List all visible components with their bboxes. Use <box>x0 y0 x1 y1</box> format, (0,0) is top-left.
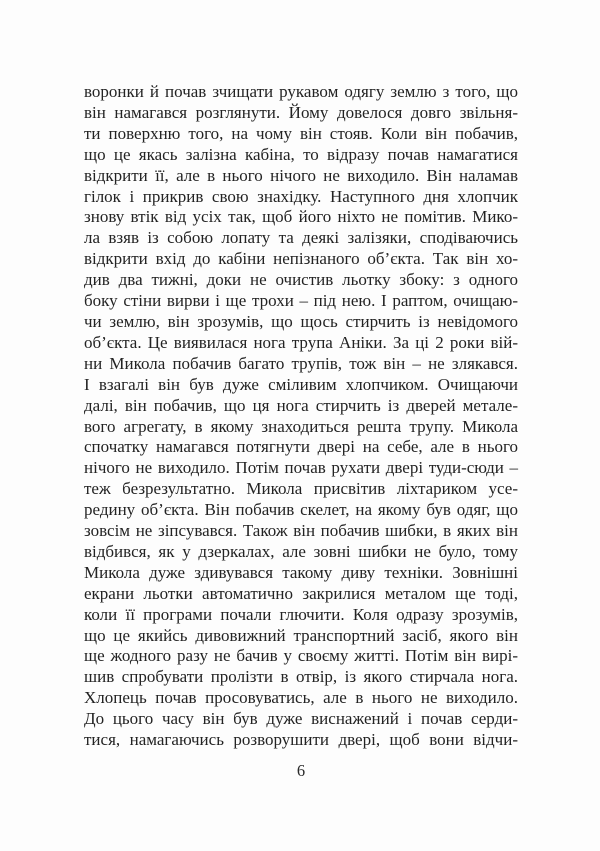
page-number: 6 <box>296 761 306 780</box>
text-line: відбився, як у дзеркалах, але зовні шибки не було, тому <box>84 541 518 561</box>
text-line: відкрити її, але в нього нічого не виходило. Він наламав <box>84 165 518 185</box>
text-line: нічого не виходило. Потім почав рухати двері туди-сюди – <box>84 458 518 478</box>
text-line: що це якийсь дивовижний транспортний засіб, якого він <box>84 625 518 645</box>
text-line: редину об’єкта. Він побачив скелет, на якому був одяг, що <box>84 500 518 520</box>
text-line: екрани льотки автоматично закрилися металом ще тоді, <box>84 583 518 603</box>
text-line: До цього часу він був дуже виснажений і почав серди- <box>84 709 518 729</box>
text-line: ла взяв із собою лопату та деякі залізяки, сподіваючись <box>84 228 518 248</box>
text-line: коли її програми почали глючити. Коля одразу зрозумів, <box>84 604 518 624</box>
text-line: вого агрегату, в якому знаходиться решта трупу. Микола <box>84 416 518 436</box>
text-line: Микола дуже здивувався такому диву техніки. Зовнішні <box>84 562 518 582</box>
text-line: теж безрезультатно. Микола присвітив ліхтариком усе- <box>84 479 518 499</box>
text-line: див два тижні, доки не очистив льотку збоку: з одного <box>84 270 518 290</box>
text-line: зовсім не зіпсувався. Також він побачив шибки, в яких він <box>84 521 518 541</box>
text-line: що це якась залізна кабіна, то відразу почав намагатися <box>84 144 518 164</box>
text-line: І взагалі він був дуже сміливим хлопчиком. Очищаючи <box>84 374 518 394</box>
text-line: спочатку намагався потягнути двері на себе, але в нього <box>84 437 518 457</box>
text-line: шив спробувати пролізти в отвір, із якого стирчала нога. <box>84 667 518 687</box>
text-line: тися, намагаючись розворушити двері, щоб вони відчи- <box>84 730 518 750</box>
text-line: ще жодного разу не бачив у своєму житті. Потім він вирі- <box>84 646 518 666</box>
text-line: чи землю, він зрозумів, що щось стирчить із невідомого <box>84 311 518 331</box>
page-text <box>84 82 518 751</box>
text-line: ни Микола побачив багато трупів, тож він – не злякався. <box>84 353 518 373</box>
text-line: гілок і прикрив свою знахідку. Наступного дня хлопчик <box>84 186 518 206</box>
text-line: відкрити вхід до кабіни непізнаного об’єкта. Так він хо- <box>84 249 518 269</box>
text-line: знову втік від усіх так, щоб його ніхто не помітив. Мико- <box>84 207 518 227</box>
text-line: воронки й почав зчищати рукавом одягу землю з того, що <box>84 82 518 101</box>
text-line: він намагався розглянути. Йому довелося довго звільня- <box>84 102 518 122</box>
text-line: об’єкта. Це виявилася нога трупа Аніки. За ці 2 роки вій- <box>84 332 518 352</box>
text-line: боку стіни вирви і ще трохи – під нею. І раптом, очищаю- <box>84 291 518 311</box>
text-line: Хлопець почав просовуватись, але в нього не виходило. <box>84 688 518 708</box>
text-line: ти поверхню того, на чому він стояв. Коли він побачив, <box>84 123 518 143</box>
text-line: далі, він побачив, що ця нога стирчить із дверей метале- <box>84 395 518 415</box>
